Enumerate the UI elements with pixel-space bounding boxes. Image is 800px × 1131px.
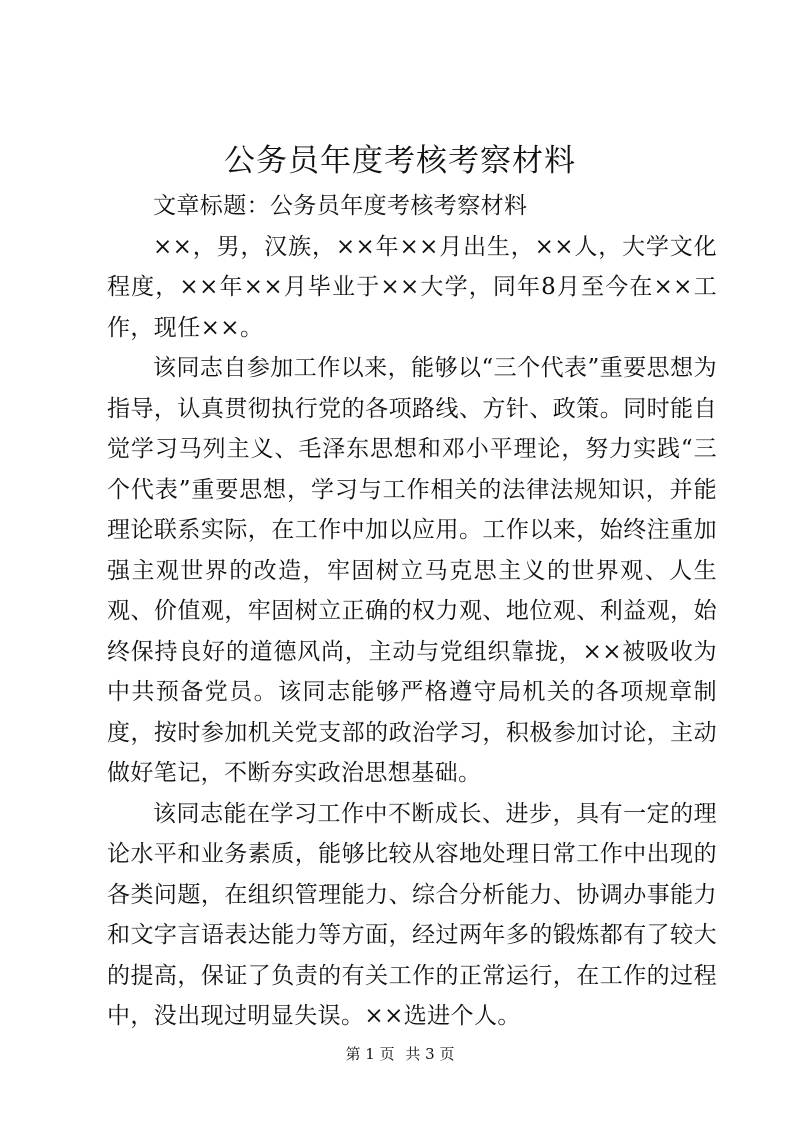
page-number: 第 1 页 (345, 1045, 395, 1063)
page-footer (0, 1044, 800, 1064)
profile-paragraph: ××，男，汉族，××年××月出生，××人，大学文化程度，××年××月毕业于××大学，同年8月至今在××工作，现任××。 (107, 233, 717, 341)
document-body (107, 186, 717, 1037)
political-performance-paragraph: 该同志自参加工作以来，能够以“三个代表”重要思想为指导，认真贯彻执行党的各项路线、方针、政策。同时能自觉学习马列主义、毛泽东思想和邓小平理论，努力实践“三个代表”重要思想，学习与工作相关的法律法规知识，并能理论联系实际，在工作中加以应用。工作以来，始终注重加强主观世界的改造，牢固树立马克思主义的世界观、人生观、价值观，牢固树立正确的权力观、地位观、利益观，始终保持良好的道德风尚，主动与党组织靠拢，××被吸收为中共预备党员。该同志能够严格遵守局机关的各项规章制度，按时参加机关党支部的政治学习，积极参加讨论，主动做好笔记，不断夯实政治思想基础。 (107, 355, 717, 786)
total-pages: 共 3 页 (405, 1045, 455, 1063)
article-title-line: 文章标题：公务员年度考核考察材料 (153, 193, 528, 219)
work-ability-paragraph: 该同志能在学习工作中不断成长、进步，具有一定的理论水平和业务素质，能够比较从容地处理日常工作中出现的各类问题，在组织管理能力、综合分析能力、协调办事能力和文字言语表达能力等方面，经过两年多的锻炼都有了较大的提高，保证了负责的有关工作的正常运行，在工作的过程中，没出现过明显失误。××选进个人。 (107, 800, 717, 1029)
document-title: 公务员年度考核考察材料 (224, 143, 576, 179)
